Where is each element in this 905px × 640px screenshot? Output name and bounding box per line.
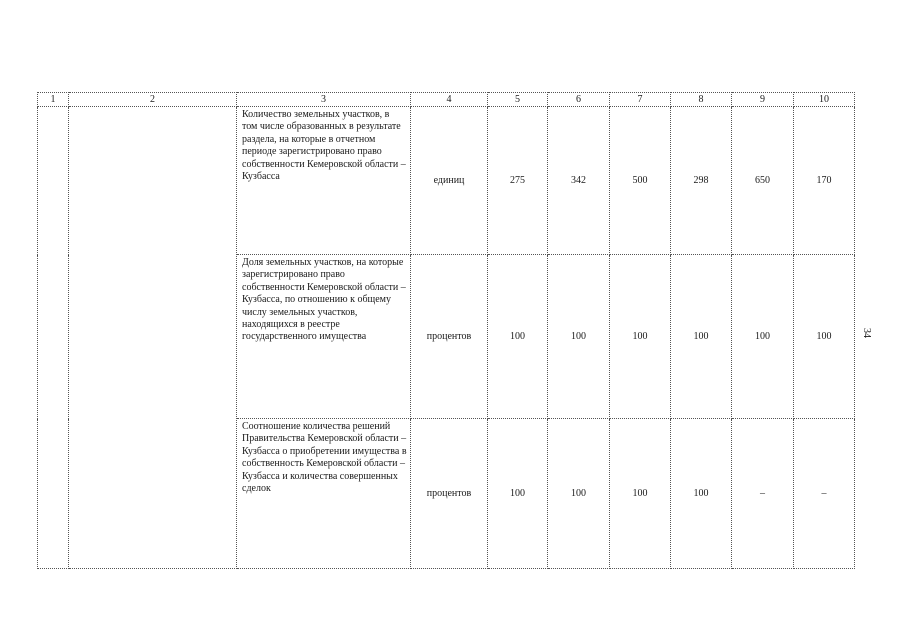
value-cell: 500 [610, 107, 671, 255]
indicator-description: Соотношение количества решений Правительства Кемеровской области – Кузбасса о приобретении имущества в собственность Кемеровской области – Кузбасса и количества совершенных сделок [237, 419, 411, 569]
table-header-row [38, 93, 855, 107]
value-cell: 298 [671, 107, 732, 255]
value-cell: 650 [732, 107, 794, 255]
empty-cell [69, 107, 237, 569]
value-cell: 100 [671, 419, 732, 569]
column-number: 5 [488, 93, 548, 107]
column-number: 1 [38, 93, 69, 107]
value-cell: 100 [548, 255, 610, 419]
column-number: 9 [732, 93, 794, 107]
column-number: 3 [237, 93, 411, 107]
table-row [38, 107, 855, 255]
column-number: 10 [794, 93, 855, 107]
value-cell: 100 [732, 255, 794, 419]
indicators-table [37, 92, 855, 569]
column-number: 7 [610, 93, 671, 107]
column-number: 8 [671, 93, 732, 107]
value-cell: 100 [671, 255, 732, 419]
value-cell: 100 [794, 255, 855, 419]
value-cell: 275 [488, 107, 548, 255]
value-cell: 100 [610, 255, 671, 419]
value-cell: 342 [548, 107, 610, 255]
empty-cell [38, 107, 69, 569]
column-number: 2 [69, 93, 237, 107]
indicator-description: Доля земельных участков, на которые зарегистрировано право собственности Кемеровской области – Кузбасса, по отношению к общему числу земельных участков, находящихся в реестре государственного имущества [237, 255, 411, 419]
value-cell: – [794, 419, 855, 569]
indicator-unit: процентов [411, 419, 488, 569]
indicator-description: Количество земельных участков, в том числе образованных в результате раздела, на которые в отчетном периоде зарегистрировано право собственности Кемеровской области – Кузбасса [237, 107, 411, 255]
column-number: 4 [411, 93, 488, 107]
column-number: 6 [548, 93, 610, 107]
value-cell: 100 [548, 419, 610, 569]
indicator-unit: единиц [411, 107, 488, 255]
value-cell: 100 [488, 419, 548, 569]
value-cell: 100 [488, 255, 548, 419]
value-cell: 100 [610, 419, 671, 569]
value-cell: – [732, 419, 794, 569]
page-number: 34 [861, 328, 872, 338]
value-cell: 170 [794, 107, 855, 255]
indicator-unit: процентов [411, 255, 488, 419]
